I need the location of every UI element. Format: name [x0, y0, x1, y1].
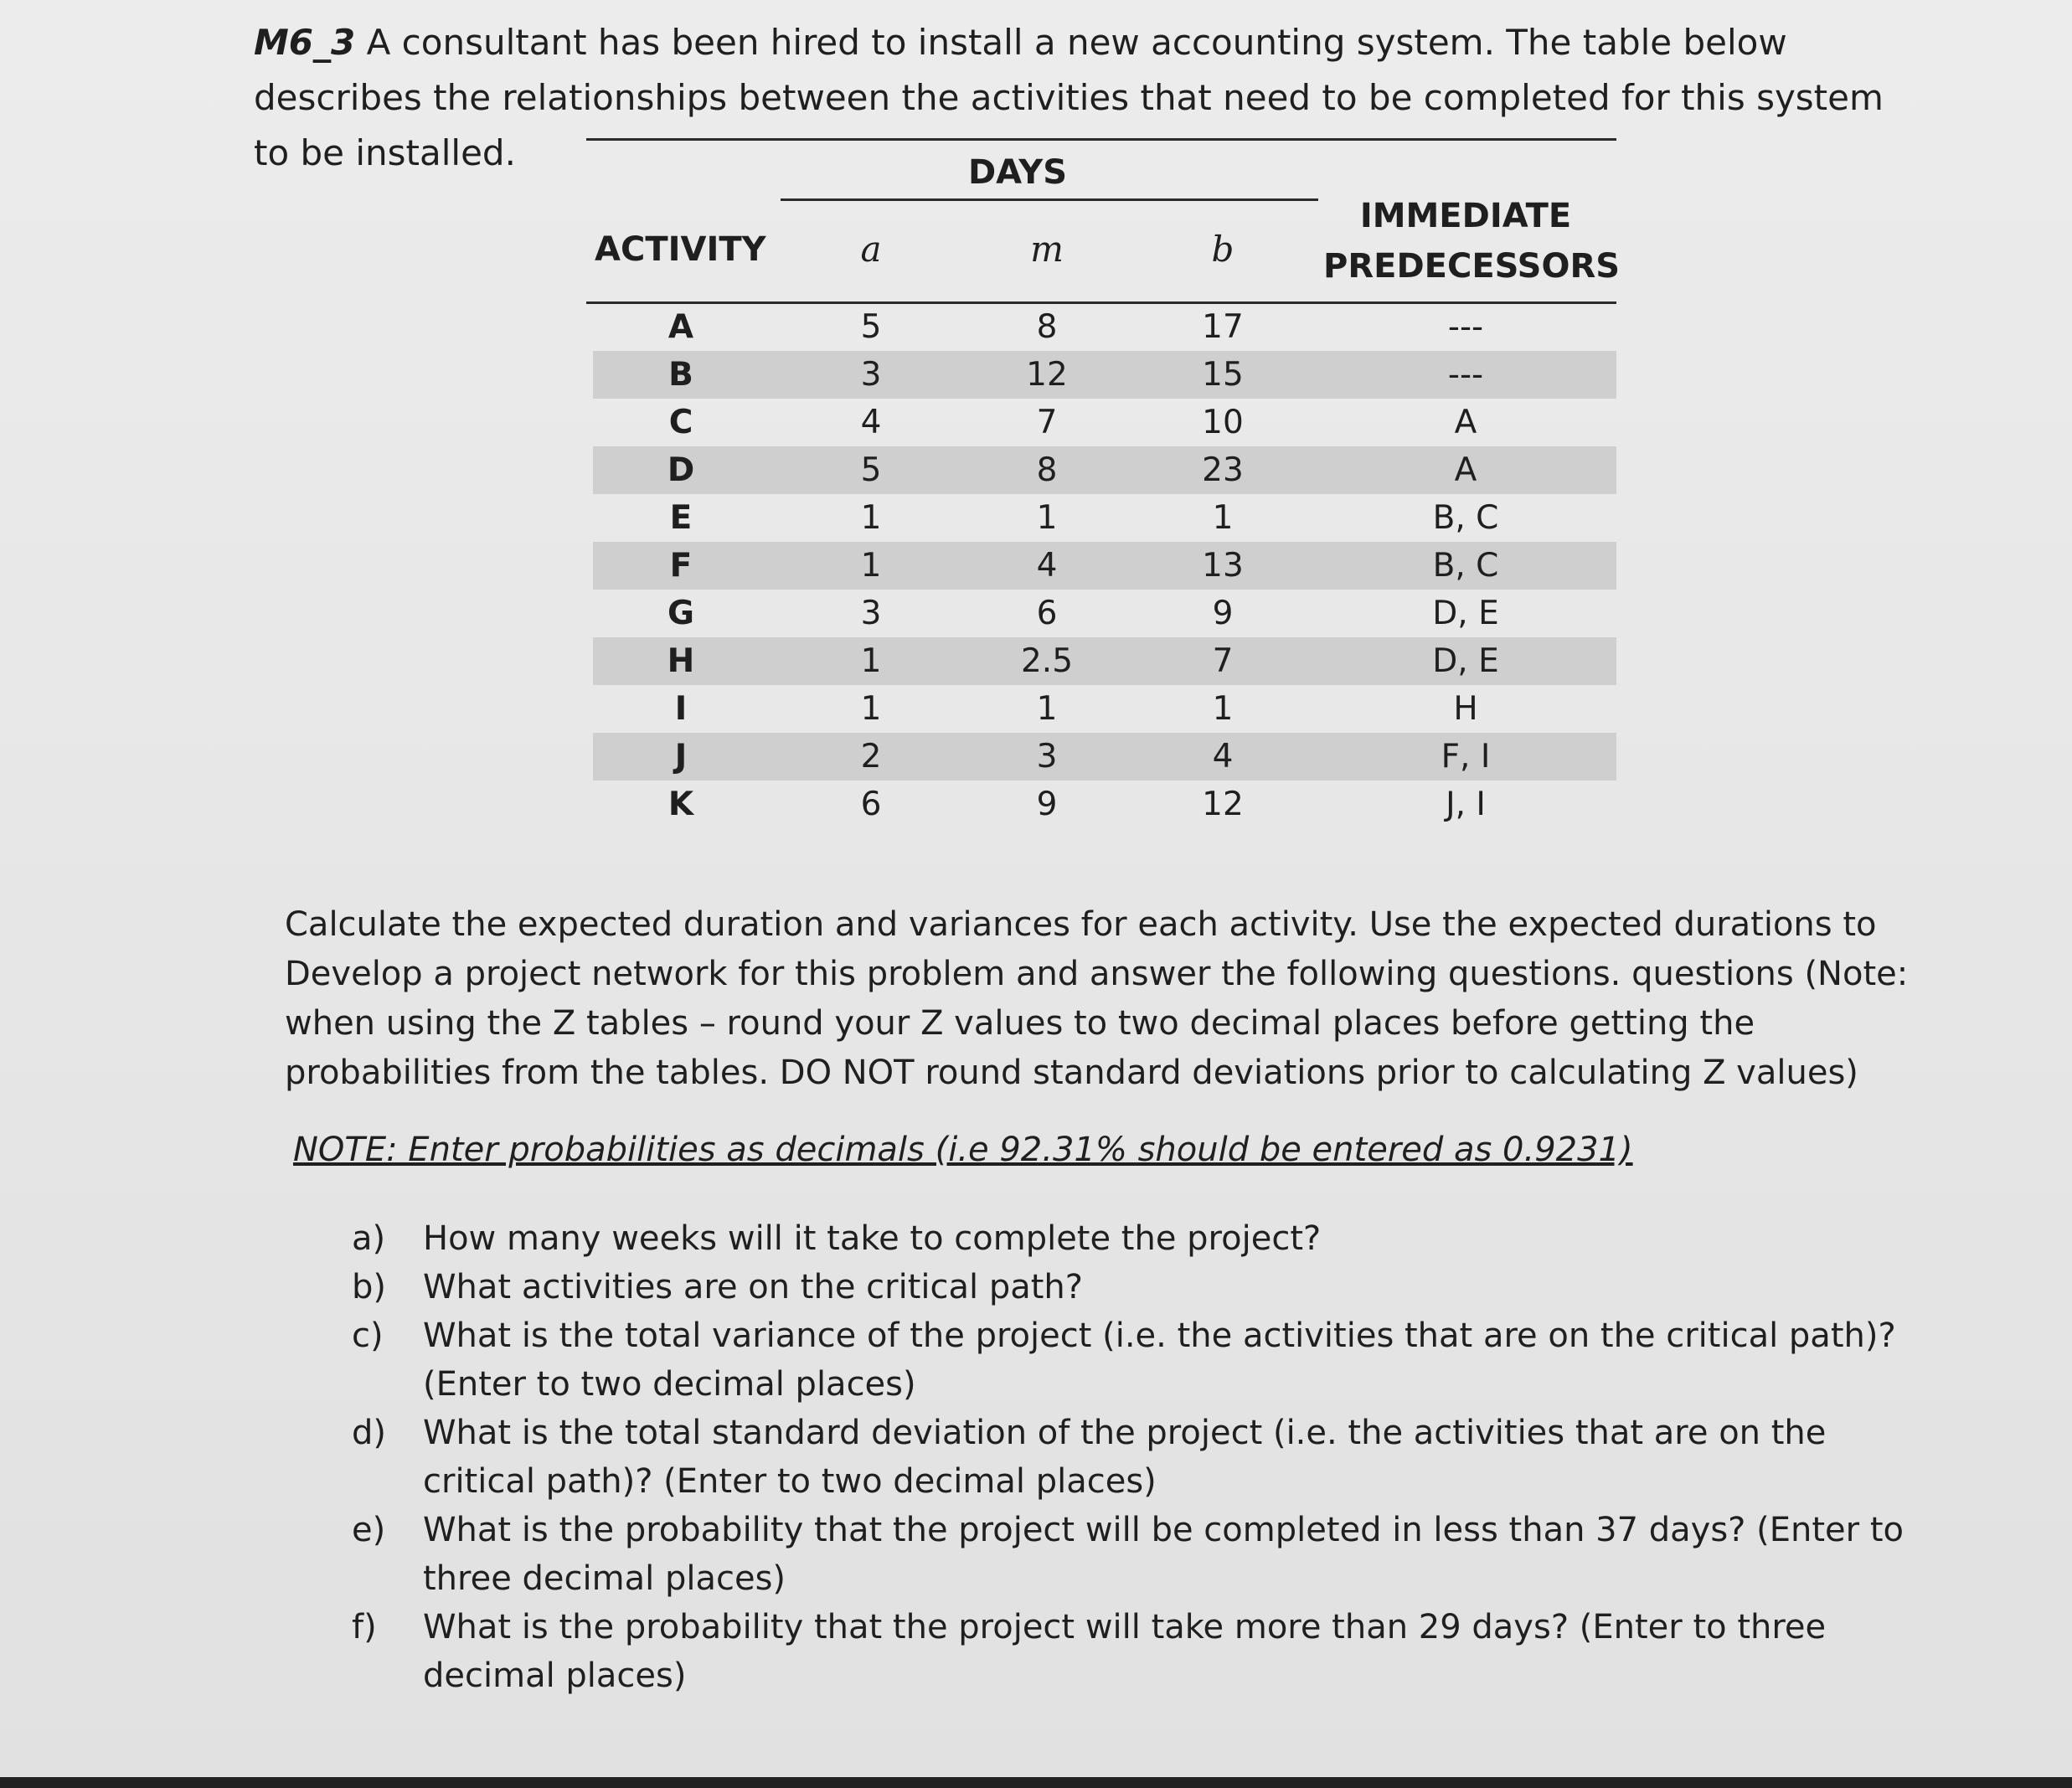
- activity-table: [586, 138, 1621, 833]
- cell-b: 15: [1202, 356, 1244, 394]
- cell-b: 4: [1212, 738, 1234, 775]
- table-row: [593, 590, 1616, 637]
- cell-b: 13: [1202, 547, 1244, 585]
- header-pred-line2: PREDECESSORS: [1323, 247, 1621, 286]
- header-a: a: [860, 229, 882, 270]
- question-text: What is the probability that the project will take more than 29 days? (Enter to three decimal places): [423, 1608, 1827, 1695]
- cell-b: 12: [1202, 786, 1244, 823]
- cell-b: 1: [1212, 690, 1234, 728]
- table-row: [593, 351, 1616, 399]
- cell-b: 9: [1212, 595, 1234, 632]
- cell-m: 7: [1036, 404, 1058, 441]
- cell-m: 12: [1026, 356, 1068, 394]
- table-row: [593, 685, 1616, 733]
- problem-intro-text: A consultant has been hired to install a new accounting system. The table below describes the relationships between the activities that need to be completed for this system to be installed.: [254, 22, 1884, 173]
- cell-b: 1: [1212, 499, 1234, 537]
- instructions-paragraph: Calculate the expected duration and variances for each activity. Use the expected durations to Develop a project network for this problem and answer the following questions. questions (Note: when using the Z tables – round your Z values to two decimal places before getting the probabilities from the tables. DO NOT round standard deviations prior to calculating Z values): [285, 905, 1909, 1092]
- cell-a: 2: [860, 738, 882, 775]
- header-activity: ACTIVITY: [595, 230, 766, 269]
- days-underline: [781, 198, 1318, 201]
- cell-m: 6: [1036, 595, 1058, 632]
- cell-a: 1: [860, 499, 882, 537]
- question-item: [352, 1603, 1943, 1700]
- question-text: How many weeks will it take to complete the project?: [423, 1219, 1322, 1258]
- cell-activity: E: [669, 499, 693, 537]
- cell-m: 8: [1036, 451, 1058, 489]
- question-item: [352, 1263, 1943, 1311]
- cell-a: 4: [860, 404, 882, 441]
- table-row: [593, 637, 1616, 685]
- cell-a: 5: [860, 451, 882, 489]
- cell-m: 3: [1036, 738, 1058, 775]
- table-top-rule: [586, 138, 1616, 141]
- cell-predecessors: F, I: [1441, 738, 1491, 775]
- cell-b: 17: [1202, 308, 1244, 346]
- question-item: [352, 1311, 1943, 1409]
- question-item: [352, 1214, 1943, 1263]
- question-label: b): [352, 1268, 386, 1306]
- days-header: DAYS: [967, 153, 1068, 192]
- question-label: d): [352, 1414, 386, 1452]
- question-item: [352, 1409, 1943, 1506]
- cell-a: 1: [860, 642, 882, 680]
- cell-a: 1: [860, 690, 882, 728]
- cell-m: 8: [1036, 308, 1058, 346]
- question-label: e): [352, 1511, 386, 1549]
- question-text: What is the total variance of the project (i.e. the activities that are on the critical path)? (Enter to two decimal places): [423, 1317, 1896, 1404]
- cell-activity: D: [667, 451, 695, 489]
- cell-predecessors: B, C: [1432, 499, 1499, 537]
- question-label: f): [352, 1608, 377, 1646]
- cell-predecessors: ---: [1447, 308, 1484, 346]
- cell-b: 23: [1202, 451, 1244, 489]
- cell-activity: G: [667, 595, 694, 632]
- cell-m: 9: [1036, 786, 1058, 823]
- table-row: [593, 542, 1616, 590]
- table-row: [593, 733, 1616, 781]
- cell-m: 1: [1036, 499, 1058, 537]
- cell-predecessors: B, C: [1432, 547, 1499, 585]
- cell-predecessors: ---: [1447, 356, 1484, 394]
- screen-bottom-edge: [0, 1777, 2072, 1788]
- cell-predecessors: H: [1453, 690, 1478, 728]
- cell-activity: C: [668, 404, 693, 441]
- cell-a: 3: [860, 595, 882, 632]
- cell-activity: I: [674, 690, 688, 728]
- cell-a: 1: [860, 547, 882, 585]
- cell-predecessors: A: [1454, 404, 1477, 441]
- question-label: c): [352, 1317, 384, 1355]
- cell-a: 5: [860, 308, 882, 346]
- cell-b: 7: [1212, 642, 1234, 680]
- cell-activity: A: [667, 308, 694, 346]
- question-text: What activities are on the critical path?: [423, 1268, 1084, 1306]
- cell-predecessors: J, I: [1446, 786, 1486, 823]
- cell-activity: H: [667, 642, 695, 680]
- table-row: [593, 303, 1616, 351]
- cell-m: 1: [1036, 690, 1058, 728]
- cell-m: 2.5: [1020, 642, 1074, 680]
- table-row: [593, 494, 1616, 542]
- question-label: a): [352, 1219, 386, 1258]
- question-list: [352, 1214, 1943, 1700]
- question-text: What is the probability that the project will be completed in less than 37 days? (Enter to three decimal places): [423, 1511, 1904, 1598]
- problem-code: M6_3: [254, 22, 356, 63]
- header-b: b: [1211, 229, 1234, 270]
- question-text: What is the total standard deviation of the project (i.e. the activities that are on the critical path)? (Enter to two decimal places): [423, 1414, 1827, 1501]
- table-row: [593, 781, 1616, 828]
- cell-activity: K: [667, 786, 694, 823]
- cell-m: 4: [1036, 547, 1058, 585]
- probability-note: NOTE: Enter probabilities as decimals (i.e 92.31% should be entered as 0.9231): [293, 1131, 1633, 1169]
- cell-predecessors: A: [1454, 451, 1477, 489]
- cell-activity: F: [669, 547, 693, 585]
- header-m: m: [1030, 229, 1064, 270]
- header-pred-line1: IMMEDIATE: [1359, 197, 1572, 235]
- cell-b: 10: [1202, 404, 1244, 441]
- question-item: [352, 1506, 1943, 1603]
- table-row: [593, 399, 1616, 446]
- cell-activity: B: [668, 356, 693, 394]
- cell-a: 3: [860, 356, 882, 394]
- cell-a: 6: [860, 786, 882, 823]
- cell-predecessors: D, E: [1432, 595, 1499, 632]
- table-row: [593, 446, 1616, 494]
- cell-predecessors: D, E: [1432, 642, 1499, 680]
- cell-activity: J: [674, 738, 688, 775]
